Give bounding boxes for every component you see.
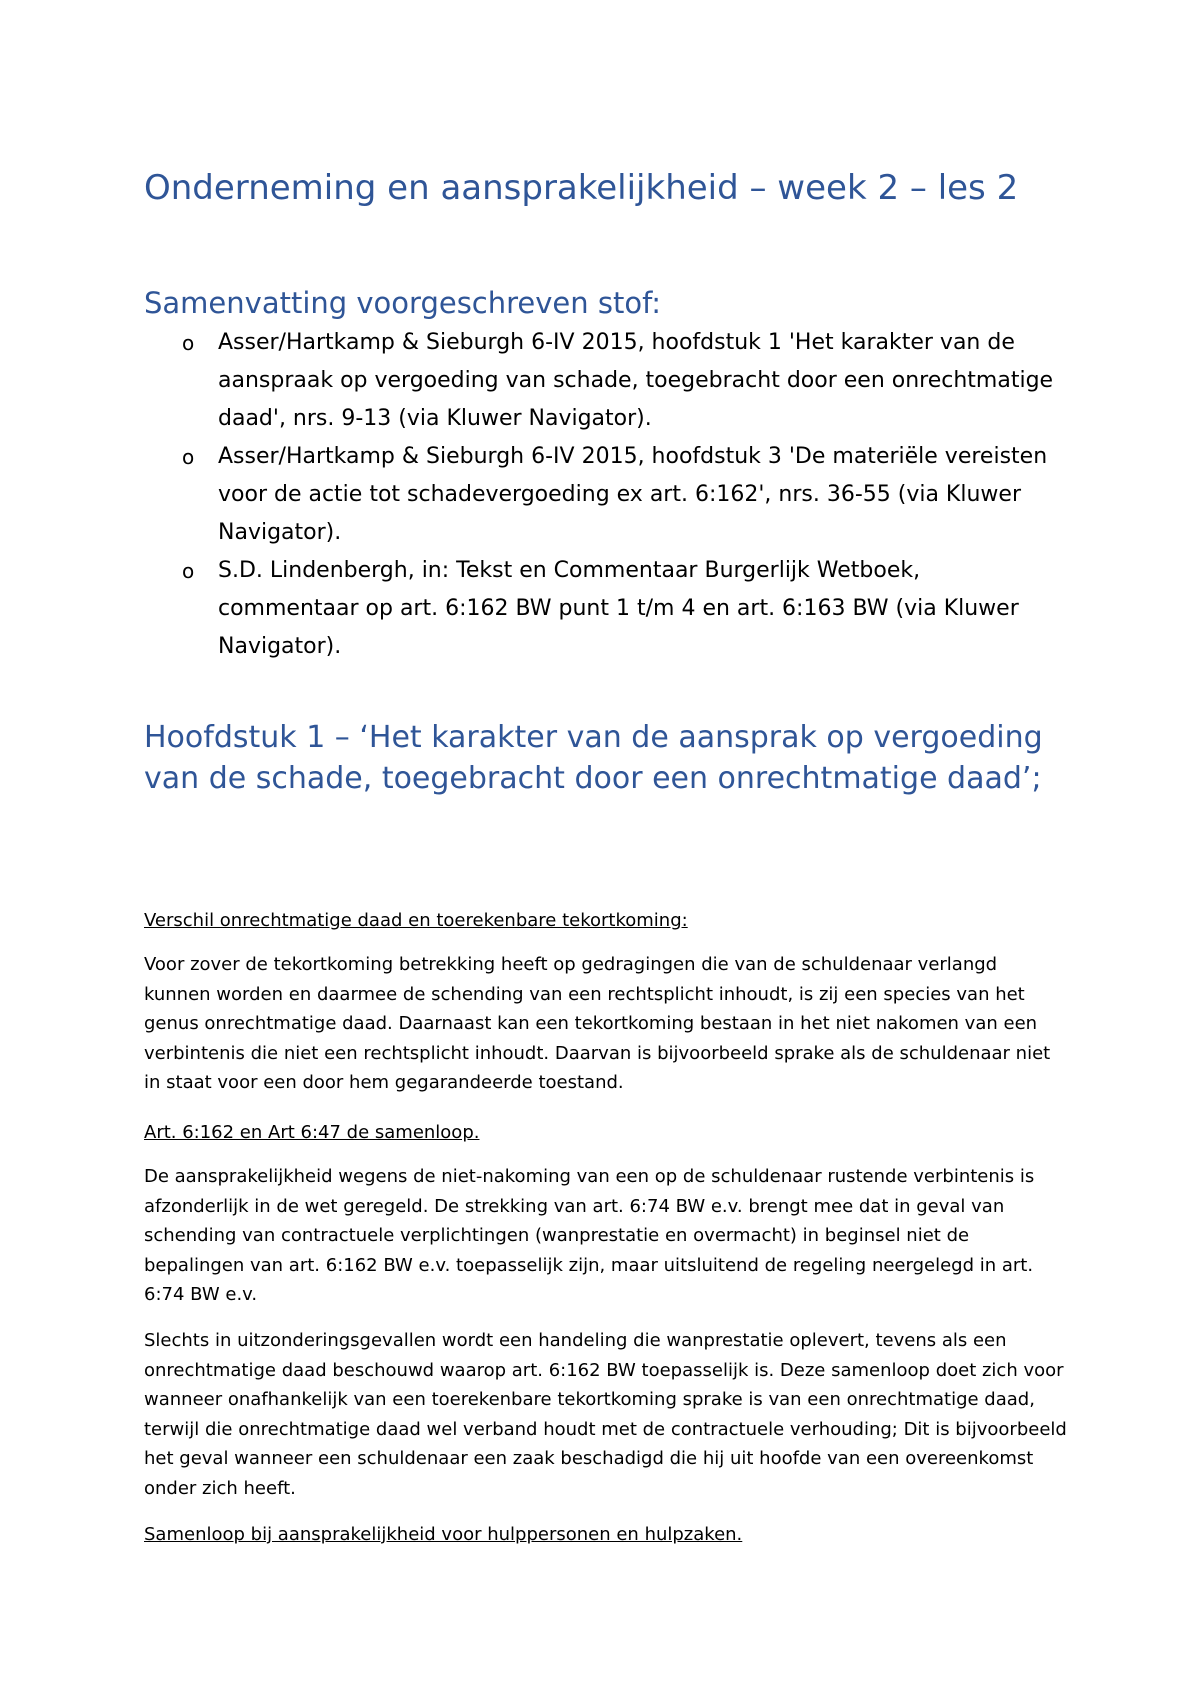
paragraph-concurrence-1: De aansprakelijkheid wegens de niet-nakoming van een op de schuldenaar rustende verbintenis is afzonderlijk in de wet geregeld. De strekking van art. 6:74 BW e.v. brengt mee dat in geval van schending van contractuele verplichtingen (wanprestatie en overmacht) in beginsel niet de bepalingen van art. 6:162 BW e.v. toepasselijk zijn, maar uitsluitend de regeling neergelegd in art. 6:74 BW e.v. [144, 1166, 1035, 1305]
section-label-auxiliaries: Samenloop bij aansprakelijkheid voor hulppersonen en hulpzaken. [144, 1524, 743, 1545]
circle-bullet-icon: o [182, 445, 195, 469]
circle-bullet-icon: o [182, 559, 195, 583]
reading-list [182, 324, 1062, 666]
reading-list-item-text: Asser/Hartkamp & Sieburgh 6-IV 2015, hoofdstuk 1 'Het karakter van de aanspraak op vergoeding van schade, toegebracht door een onrechtmatige daad', nrs. 9-13 (via Kluwer Navigator). [218, 330, 1054, 431]
summary-subtitle: Samenvatting voorgeschreven stof: [144, 286, 662, 320]
paragraph-concurrence-2: Slechts in uitzonderingsgevallen wordt een handeling die wanprestatie oplevert, tevens als een onrechtmatige daad beschouwd waarop art. 6:162 BW toepasselijk is. Deze samenloop doet zich voor wanneer onafhankelijk van een toerekenbare tekortkoming sprake is van een onrechtmatige daad, terwijl die onrechtmatige daad wel verband houdt met de contractuele verhouding; Dit is bijvoorbeeld het geval wanneer een schuldenaar een zaak beschadigd die hij uit hoofde van een overeenkomst onder zich heeft. [144, 1330, 1067, 1499]
document-title: Onderneming en aansprakelijkheid – week 2 – les 2 [144, 168, 1019, 208]
reading-list-item [182, 552, 1062, 666]
circle-bullet-icon: o [182, 331, 195, 355]
section-label-difference: Verschil onrechtmatige daad en toerekenbare tekortkoming: [144, 910, 688, 931]
paragraph-difference: Voor zover de tekortkoming betrekking heeft op gedragingen die van de schuldenaar verlangd kunnen worden en daarmee de schending van een rechtsplicht inhoudt, is zij een species van het genus onrechtmatige daad. Daarnaast kan een tekortkoming bestaan in het niet nakomen van een verbintenis die niet een rechtsplicht inhoudt. Daarvan is bijvoorbeeld sprake als de schuldenaar niet in staat voor een door hem gegarandeerde toestand. [144, 954, 1051, 1093]
reading-list-item-text: S.D. Lindenbergh, in: Tekst en Commentaar Burgerlijk Wetboek, commentaar op art. 6:162 BW punt 1 t/m 4 en art. 6:163 BW (via Kluwer Navigator). [218, 558, 1019, 659]
section-label-concurrence: Art. 6:162 en Art 6:47 de samenloop. [144, 1122, 480, 1143]
reading-list-item [182, 438, 1062, 552]
reading-list-item [182, 324, 1062, 438]
reading-list-item-text: Asser/Hartkamp & Sieburgh 6-IV 2015, hoofdstuk 3 'De materiële vereisten voor de actie tot schadevergoeding ex art. 6:162', nrs. 36-55 (via Kluwer Navigator). [218, 444, 1048, 545]
chapter-heading: Hoofdstuk 1 – ‘Het karakter van de aansprak op vergoeding van de schade, toegebracht door een onrechtmatige daad’; [144, 720, 1043, 796]
